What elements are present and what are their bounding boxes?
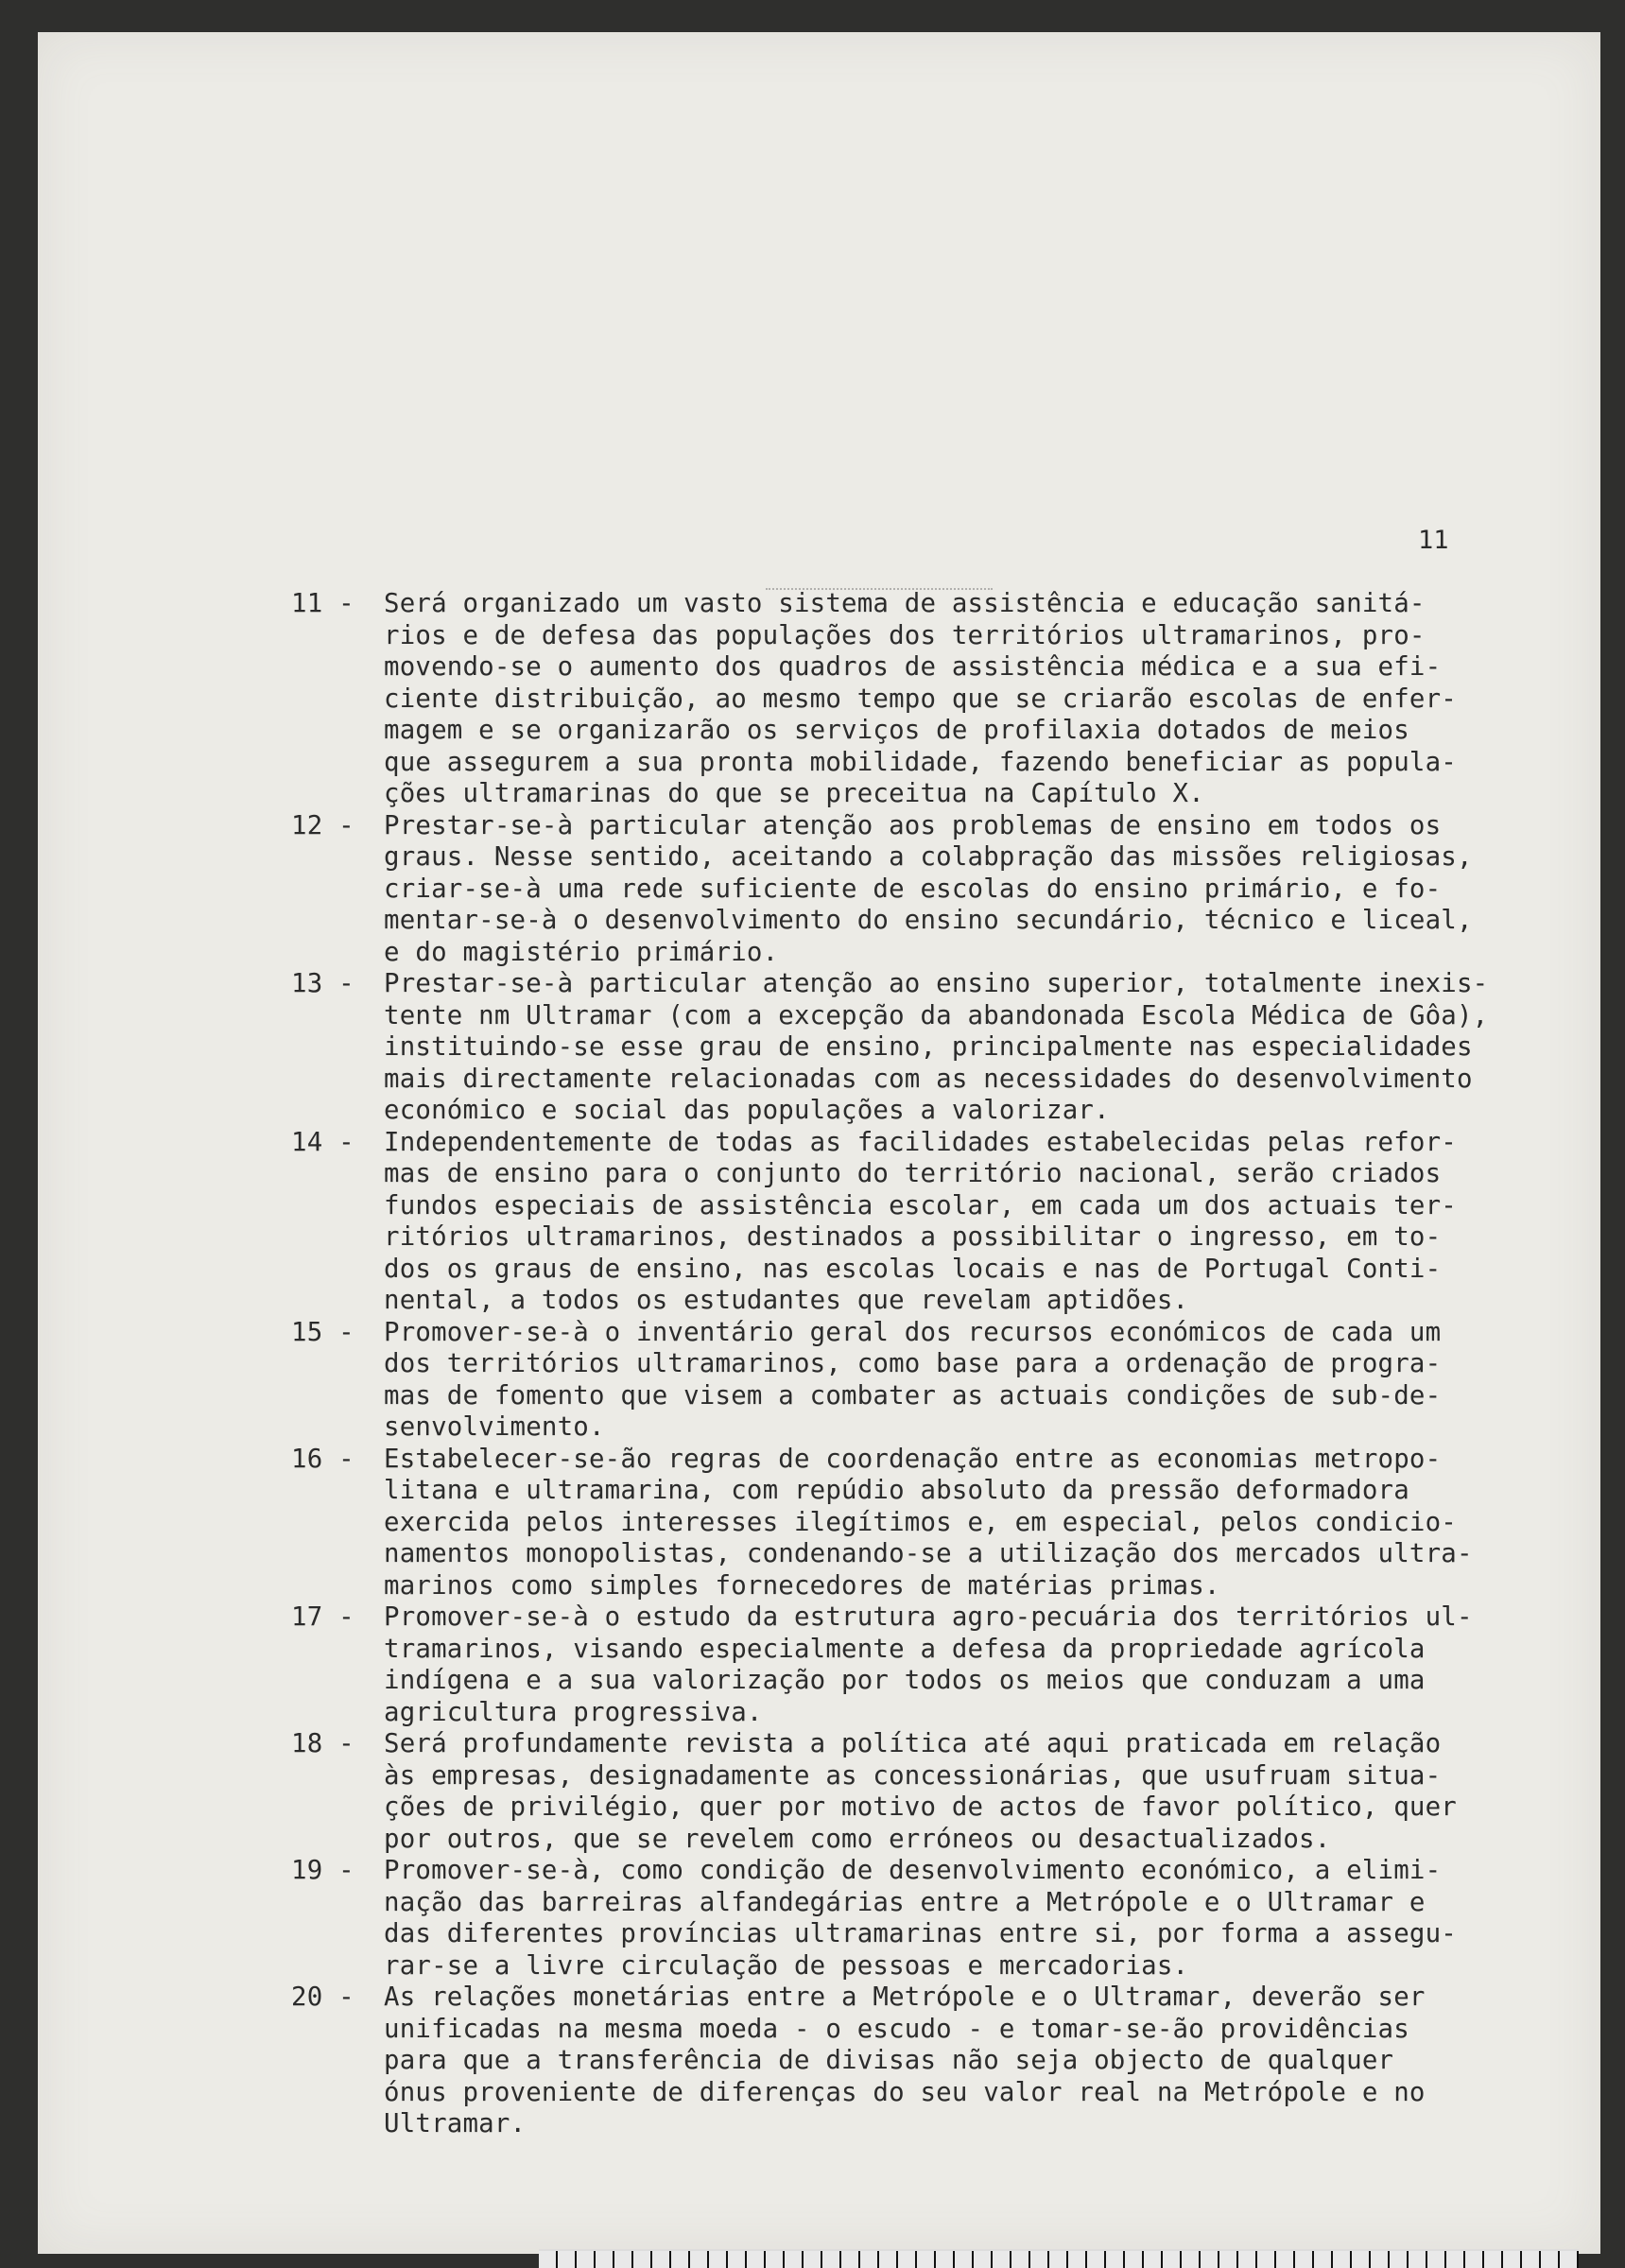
text-line: litana e ultramarina, com repúdio absoluto da pressão deformadora xyxy=(384,1476,1409,1505)
item-number: 19 - xyxy=(291,1856,354,1885)
item-text xyxy=(384,968,1542,1127)
text-line: Prestar-se-à particular atenção aos problemas de ensino em todos os xyxy=(384,810,1442,840)
text-line: namentos monopolistas, condenando-se a utilização dos mercados ultra- xyxy=(384,1539,1473,1568)
item-text xyxy=(384,1444,1542,1602)
list-item xyxy=(291,588,1548,810)
text-line: Promover-se-à o inventário geral dos recursos económicos de cada um xyxy=(384,1317,1442,1347)
text-line: que assegurem a sua pronta mobilidade, fazendo beneficiar as popula- xyxy=(384,747,1457,777)
text-line: dos os graus de ensino, nas escolas locais e nas de Portugal Conti- xyxy=(384,1254,1442,1284)
text-line: marinos como simples fornecedores de matérias primas. xyxy=(384,1570,1220,1601)
item-text xyxy=(384,810,1542,969)
text-line: criar-se-à uma rede suficiente de escolas do ensino primário, e fo- xyxy=(384,874,1442,904)
text-line: económico e social das populações a valorizar. xyxy=(384,1096,1110,1125)
list-item xyxy=(291,1728,1548,1855)
text-line: ónus proveniente de diferenças do seu valor real na Metrópole e no xyxy=(384,2077,1426,2107)
text-line: movendo-se o aumento dos quadros de assistência médica e a sua efi- xyxy=(384,652,1442,682)
item-number: 20 - xyxy=(291,1982,354,2012)
text-line: mentar-se-à o desenvolvimento do ensino secundário, técnico e liceal, xyxy=(384,906,1473,935)
text-line: Independentemente de todas as facilidades estabelecidas pelas refor- xyxy=(384,1127,1457,1157)
text-line: indígena e a sua valorização por todos os meios que conduzam a uma xyxy=(384,1666,1426,1695)
text-line: tente nm Ultramar (com a excepção da abandonada Escola Médica de Gôa), xyxy=(384,1000,1489,1030)
item-number: 15 - xyxy=(291,1317,354,1347)
text-line: ções de privilégio, quer por motivo de actos de favor político, quer xyxy=(384,1792,1457,1822)
list-item xyxy=(291,1317,1548,1444)
text-line: às empresas, designadamente as concessionárias, que usufruam situa- xyxy=(384,1760,1442,1791)
text-line: agricultura progressiva. xyxy=(384,1697,763,1727)
item-text xyxy=(384,1127,1542,1317)
list-item xyxy=(291,810,1548,969)
text-line: Será organizado um vasto sistema de assistência e educação sanitá- xyxy=(384,589,1426,618)
text-line: para que a transferência de divisas não seja objecto de qualquer xyxy=(384,2046,1394,2075)
list-item xyxy=(291,968,1548,1127)
text-line: tramarinos, visando especialmente a defesa da propriedade agrícola xyxy=(384,1634,1426,1664)
list-item xyxy=(291,1855,1548,1982)
item-text xyxy=(384,588,1542,810)
text-line: dos territórios ultramarinos, como base para a ordenação de progra- xyxy=(384,1349,1442,1378)
scale-ruler xyxy=(539,2249,1579,2268)
text-line: senvolvimento. xyxy=(384,1412,605,1442)
page-number: 11 xyxy=(1418,526,1449,555)
text-line: Promover-se-à, como condição de desenvolvimento económico, a elimi- xyxy=(384,1856,1442,1885)
text-line: Será profundamente revista a política até aqui praticada em relação xyxy=(384,1729,1442,1758)
list-item xyxy=(291,1601,1548,1728)
typewriter-smudge xyxy=(766,556,993,590)
text-line: ciente distribuição, ao mesmo tempo que se criarão escolas de enfer- xyxy=(384,684,1457,714)
item-text xyxy=(384,1855,1542,1982)
item-number: 11 - xyxy=(291,589,354,618)
list-item xyxy=(291,1982,1548,2140)
text-line: graus. Nesse sentido, aceitando a colabpração das missões religiosas, xyxy=(384,842,1473,872)
text-line: mas de fomento que visem a combater as actuais condições de sub-de- xyxy=(384,1380,1442,1411)
item-text xyxy=(384,1982,1542,2140)
text-line: As relações monetárias entre a Metrópole e o Ultramar, deverão ser xyxy=(384,1982,1426,2012)
text-line: Prestar-se-à particular atenção ao ensino superior, totalmente inexis- xyxy=(384,969,1489,998)
text-line: nental, a todos os estudantes que revelam aptidões. xyxy=(384,1286,1189,1315)
text-line: ritórios ultramarinos, destinados a possibilitar o ingresso, em to- xyxy=(384,1222,1442,1252)
item-number: 18 - xyxy=(291,1729,354,1758)
text-line: por outros, que se revelem como erróneos ou desactualizados. xyxy=(384,1824,1331,1854)
text-line: e do magistério primário. xyxy=(384,937,779,967)
text-line: instituindo-se esse grau de ensino, principalmente nas especialidades xyxy=(384,1032,1473,1062)
text-line: fundos especiais de assistência escolar, em cada um dos actuais ter- xyxy=(384,1190,1457,1221)
text-line: magem e se organizarão os serviços de profilaxia dotados de meios xyxy=(384,716,1409,745)
text-line: Promover-se-à o estudo da estrutura agro-pecuária dos territórios ul- xyxy=(384,1602,1473,1632)
text-line: Ultramar. xyxy=(384,2109,527,2138)
text-line: mas de ensino para o conjunto do território nacional, serão criados xyxy=(384,1159,1442,1188)
list-item xyxy=(291,1127,1548,1317)
text-line: Estabelecer-se-ão regras de coordenação entre as economias metropo- xyxy=(384,1444,1442,1474)
text-line: rar-se a livre circulação de pessoas e mercadorias. xyxy=(384,1950,1189,1981)
numbered-item-list xyxy=(291,588,1548,2140)
item-number: 16 - xyxy=(291,1444,354,1474)
text-line: das diferentes províncias ultramarinas entre si, por forma a assegu- xyxy=(384,1919,1457,1948)
item-text xyxy=(384,1317,1542,1444)
item-text xyxy=(384,1601,1542,1728)
list-item xyxy=(291,1444,1548,1602)
item-number: 13 - xyxy=(291,969,354,998)
text-line: ções ultramarinas do que se preceitua na Capítulo X. xyxy=(384,779,1204,808)
item-number: 14 - xyxy=(291,1127,354,1157)
item-number: 12 - xyxy=(291,810,354,840)
text-line: unificadas na mesma moeda - o escudo - e tomar-se-ão providências xyxy=(384,2014,1409,2044)
document-page xyxy=(38,32,1600,2254)
text-line: mais directamente relacionadas com as necessidades do desenvolvimento xyxy=(384,1064,1473,1094)
item-text xyxy=(384,1728,1542,1855)
item-number: 17 - xyxy=(291,1602,354,1632)
text-line: rios e de defesa das populações dos territórios ultramarinos, pro- xyxy=(384,620,1426,650)
text-line: nação das barreiras alfandegárias entre a Metrópole e o Ultramar e xyxy=(384,1887,1426,1917)
text-line: exercida pelos interesses ilegítimos e, em especial, pelos condicio- xyxy=(384,1507,1457,1537)
